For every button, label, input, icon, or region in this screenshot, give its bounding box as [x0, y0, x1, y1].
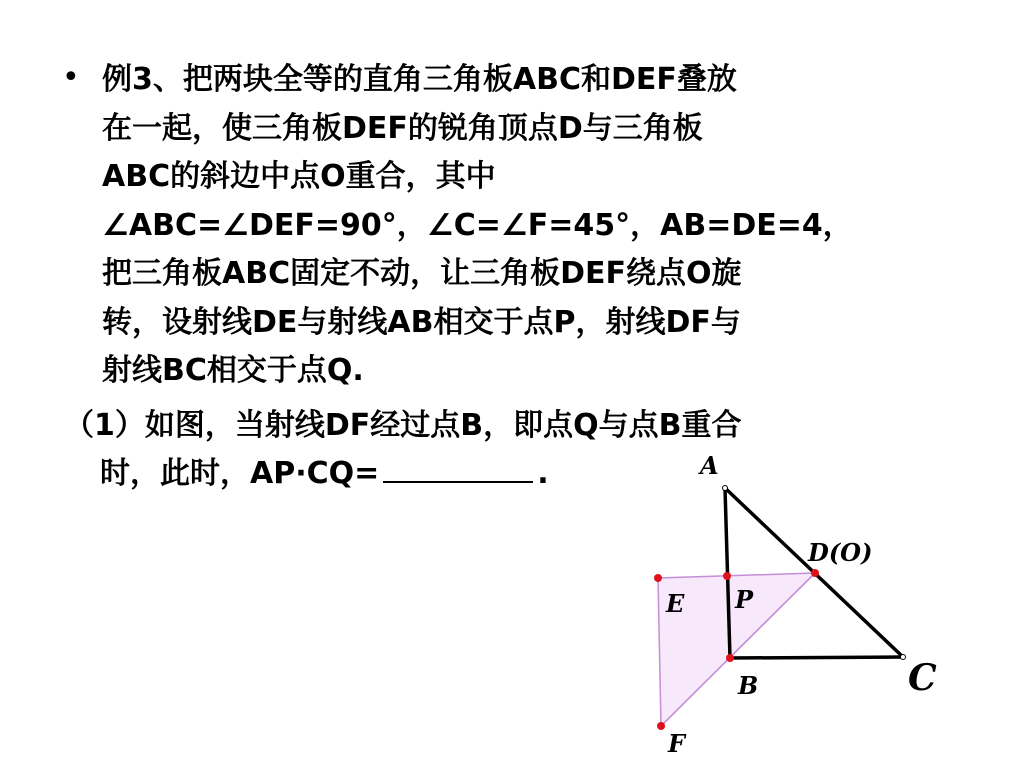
problem-line: 例3、把两块全等的直角三角板ABC和DEF叠放: [102, 62, 737, 97]
problem-line: 在一起，使三角板DEF的锐角顶点D与三角板: [102, 110, 703, 146]
label-b: B: [738, 671, 759, 700]
point-b: [726, 654, 734, 662]
problem-statement: [102, 56, 962, 396]
problem-line: 转，设射线DE与射线AB相交于点P，射线DF与: [102, 304, 741, 340]
label-c: C: [908, 657, 937, 699]
question-suffix: .: [537, 456, 549, 491]
geometry-figure: [600, 440, 1000, 768]
label-a: A: [700, 451, 719, 480]
label-f: F: [668, 729, 686, 758]
question-prefix: 时，此时，AP·CQ=: [100, 456, 380, 491]
problem-line: 把三角板ABC固定不动，让三角板DEF绕点O旋: [102, 256, 742, 291]
label-do: D(O): [808, 538, 873, 567]
answer-blank: [383, 453, 533, 483]
problem-line: ∠ABC=∠DEF=90°，∠C=∠F=45°，AB=DE=4，: [102, 207, 853, 243]
point-p: [723, 572, 731, 580]
bullet-marker: •: [62, 60, 80, 95]
point-e: [654, 574, 662, 582]
point-c: [901, 655, 906, 660]
point-a: [723, 486, 728, 491]
point-f: [657, 722, 665, 730]
label-p: P: [735, 585, 754, 614]
segment-bc: [730, 657, 903, 658]
point-d: [811, 569, 819, 577]
label-e: E: [666, 589, 685, 618]
problem-line: 射线BC相交于点Q.: [102, 353, 364, 388]
question-line: （1）如图，当射线DF经过点B，即点Q与点B重合: [64, 408, 742, 443]
problem-line: ABC的斜边中点O重合，其中: [102, 159, 496, 194]
